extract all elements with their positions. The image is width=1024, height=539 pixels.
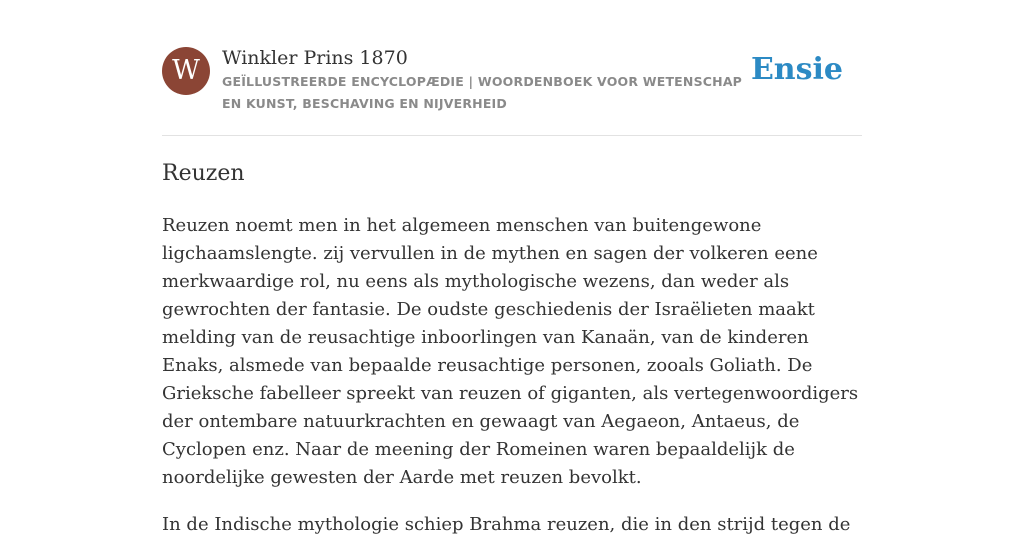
source-titles [222, 46, 752, 115]
source-avatar[interactable]: W [162, 47, 210, 95]
source-title[interactable]: Winkler Prins 1870 [222, 47, 408, 69]
source-subtitle: GEÏLLUSTREERDE ENCYCLOPÆDIE | WOORDENBOEK VOOR WETENSCHAP EN KUNST, BESCHAVING EN NIJVERHEID [222, 74, 743, 111]
header-divider [162, 135, 862, 136]
article [162, 157, 867, 539]
article-paragraph: Reuzen noemt men in het algemeen menschen van buitengewone ligchaamslengte. zij vervullen in de mythen en sagen der volkeren eene merkwaardige rol, nu eens als mythologische wezens, dan weder als gewrochten der fantasie. De oudste geschiedenis der Israëlieten maakt melding van de reusachtige inboorlingen van Kanaän, van de kinderen Enaks, alsmede van bepaalde reusachtige personen, zooals Goliath. De Grieksche fabelleer spreekt van reuzen of giganten, als vertegenwoordigers der ontembare natuurkrachten en gewaagt van Aegaeon, Antaeus, de Cyclopen enz. Naar de meening der Romeinen waren bepaaldelijk de noordelijke gewesten der Aarde met reuzen bevolkt. [162, 215, 859, 488]
source-header [162, 46, 862, 136]
article-paragraph: In de Indische mythologie schiep Brahma reuzen, die in den strijd tegen de [162, 514, 851, 535]
article-title: Reuzen [162, 161, 245, 186]
ensie-logo[interactable]: Ensie [750, 52, 843, 87]
